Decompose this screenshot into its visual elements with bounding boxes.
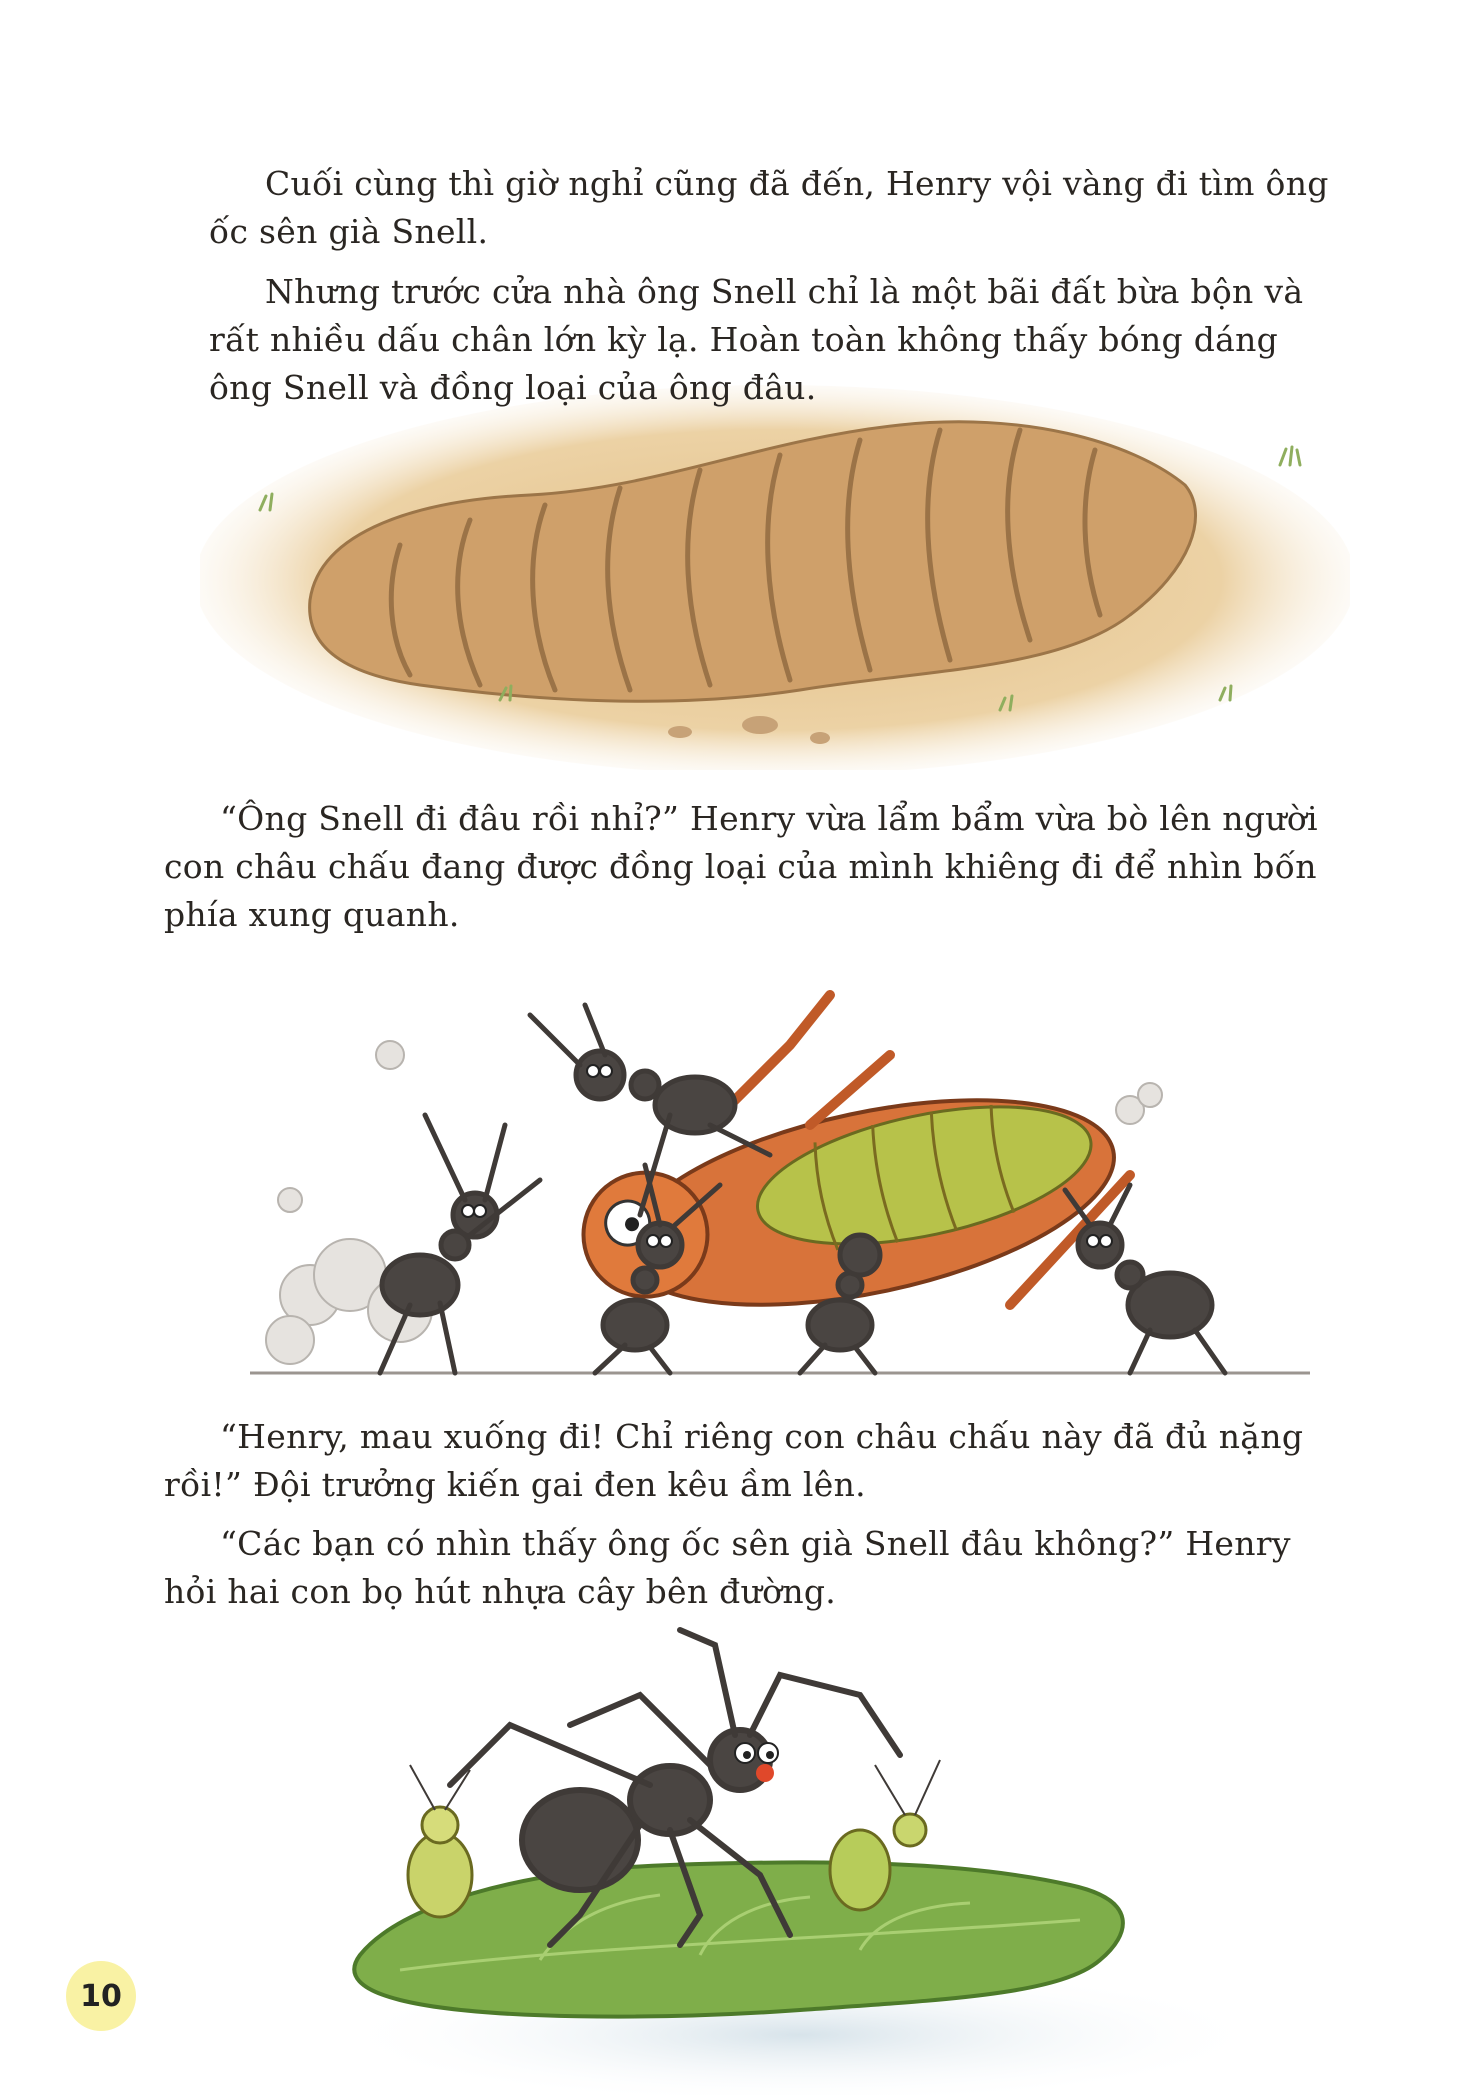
ant-on-leaf-illustration	[340, 1615, 1270, 2095]
page-number: 10	[80, 1978, 122, 2014]
footprint-illustration	[200, 370, 1350, 770]
page-number-badge	[66, 1961, 136, 2031]
story-paragraph-5: “Các bạn có nhìn thấy ông ốc sên già Snell đâu không?” Henry hỏi hai con bọ hút nhựa cây bên đường.	[164, 1524, 1291, 1611]
story-paragraph-2: Nhưng trước cửa nhà ông Snell chỉ là một bãi đất bừa bộn và rất nhiều dấu chân lớn kỳ lạ. Hoàn toàn không thấy bóng dáng ông Snell và đồng loại của ông đâu.	[209, 272, 1304, 407]
story-paragraph-1: Cuối cùng thì giờ nghỉ cũng đã đến, Henry vội vàng đi tìm ông ốc sên già Snell.	[209, 164, 1329, 251]
story-paragraph-3: “Ông Snell đi đâu rồi nhỉ?” Henry vừa lẩm bẩm vừa bò lên người con châu chấu đang được đồng loại của mình khiêng đi để nhìn bốn phía xung quanh.	[164, 799, 1318, 934]
ants-carrying-grasshopper-illustration	[250, 985, 1320, 1380]
story-paragraph-4: “Henry, mau xuống đi! Chỉ riêng con châu chấu này đã đủ nặng rồi!” Đội trưởng kiến gai đen kêu ầm lên.	[164, 1417, 1304, 1504]
